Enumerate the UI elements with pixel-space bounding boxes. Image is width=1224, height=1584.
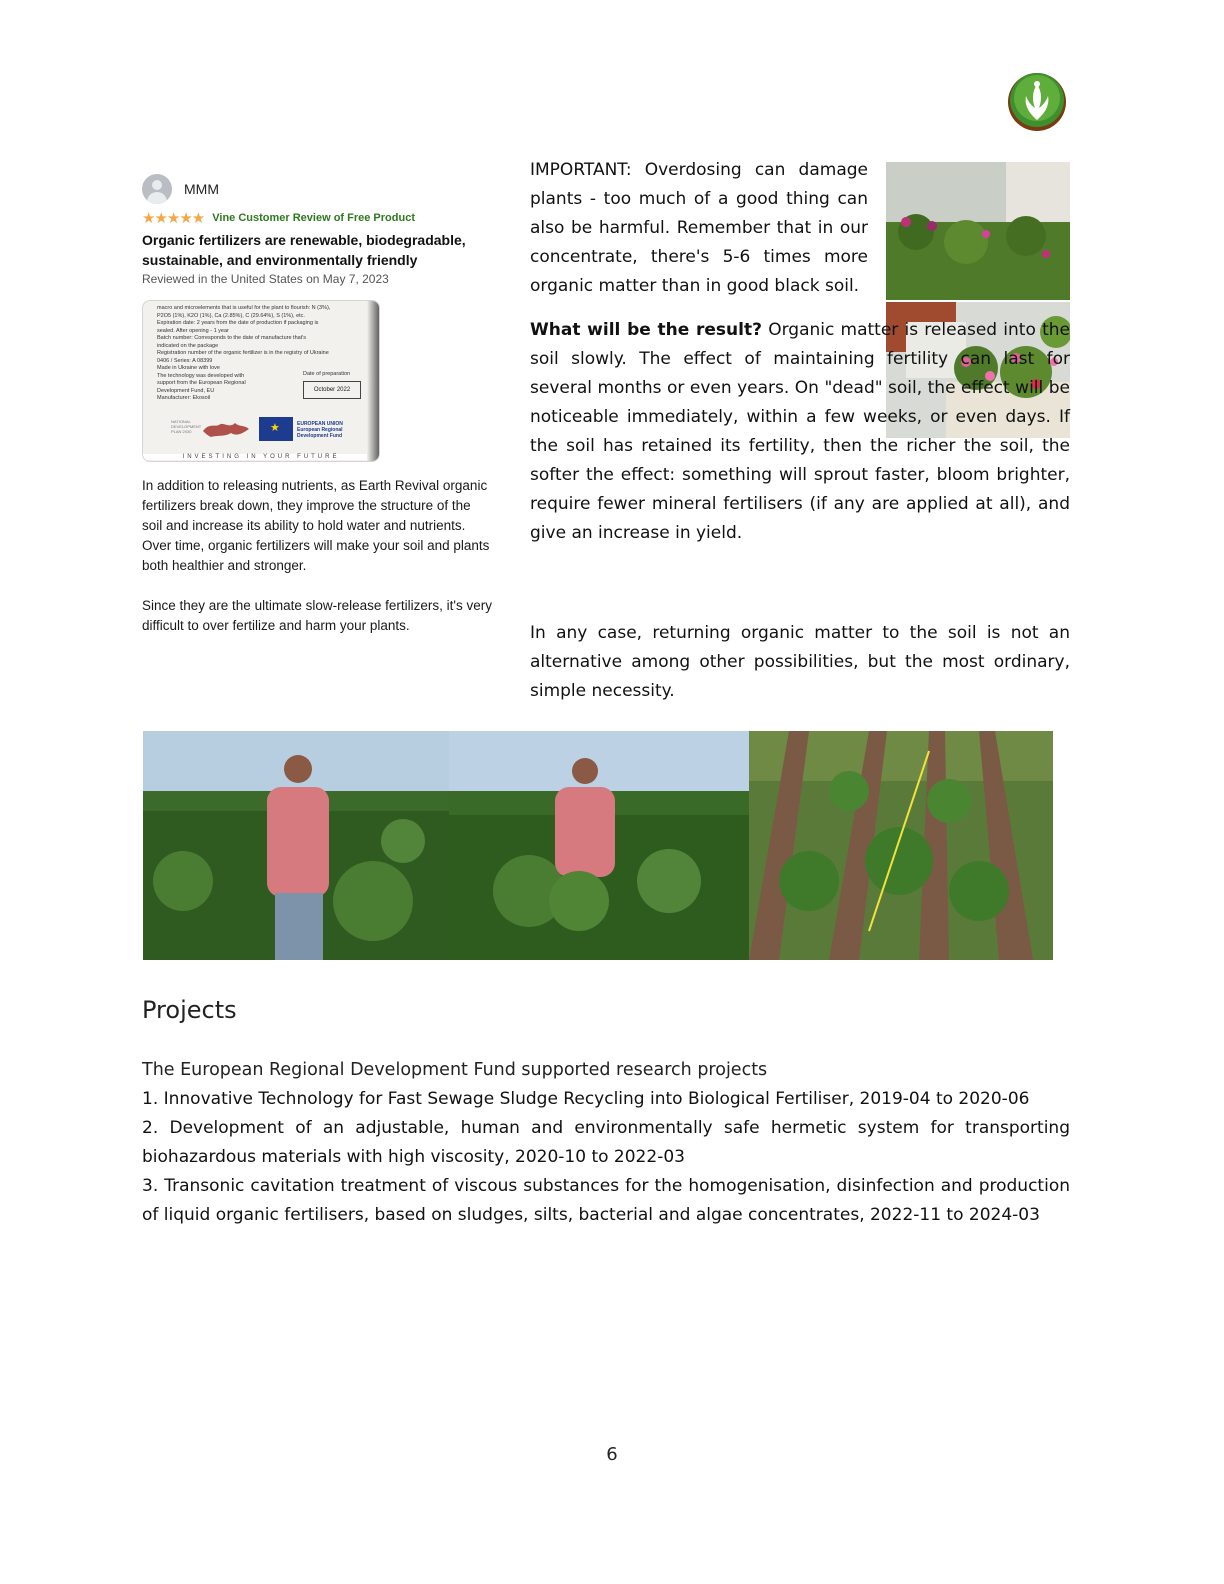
- package-date-value: October 2022: [303, 381, 361, 399]
- projects-heading: Projects: [142, 996, 237, 1024]
- list-item: 1. Innovative Technology for Fast Sewage Sludge Recycling into Biological Fertiliser, 2019-04 to 2020-06: [142, 1089, 1030, 1109]
- avatar: [142, 174, 172, 204]
- package-date-label: Date of preparation: [303, 371, 351, 377]
- field-photo-3: [749, 731, 1053, 960]
- projects-list: [142, 1085, 1070, 1230]
- conclusion-paragraph: In any case, returning organic matter to the soil is not an alternative among other possibilities, but the most ordinary, simple necessity.: [530, 623, 1070, 701]
- page-number: 6: [606, 1444, 618, 1465]
- star-rating: ★★★★★: [142, 210, 205, 227]
- eu-fund-text: EUROPEAN UNION European Regional Development Fund: [297, 421, 343, 439]
- ireland-map-icon: [201, 417, 251, 439]
- list-item: 3. Transonic cavitation treatment of viscous substances for the homogenisation, disinfection and production of liquid organic fertilisers, based on sludges, silts, bacterial and algae concentrates, 2022-11 to 2024-03: [142, 1176, 1070, 1225]
- package-footer: INVESTING IN YOUR FUTURE: [143, 454, 379, 460]
- reviewer-name: MMM: [184, 181, 219, 197]
- projects-intro: The European Regional Development Fund supported research projects: [142, 1060, 768, 1080]
- review-date: Reviewed in the United States on May 7, 2023: [142, 272, 389, 286]
- list-item: 2. Development of an adjustable, human and environmentally safe hermetic system for transporting biohazardous materials with high viscosity, 2020-10 to 2022-03: [142, 1118, 1070, 1167]
- field-photo-2: [449, 731, 749, 960]
- review-paragraph: Since they are the ultimate slow-release fertilizers, it's very difficult to over fertilize and harm your plants.: [142, 598, 492, 633]
- national-plan-text: NATIONAL DEVELOPMENT PLAN 2030: [171, 419, 202, 434]
- review-title: Organic fertilizers are renewable, biodegradable, sustainable, and environmentally friendly: [142, 232, 466, 268]
- result-heading: What will be the result?: [530, 320, 762, 340]
- product-package-photo: [142, 300, 380, 462]
- sunflower-field-photos: [143, 731, 1053, 960]
- important-paragraph: IMPORTANT: Overdosing can damage plants - too much of a good thing can also be harmful. Remember that in our concentrate, there's 5-6 times more organic matter than in good black soil.: [530, 156, 1070, 444]
- result-paragraph: What will be the result? Organic matter is released into the soil slowly. The effect of maintaining fertility can last for several months or even years. On "dead" soil, the effect will be noticeable immediately, within a few weeks, or even days. If the soil has retained its fertility, then the richer the soil, the softer the effect: something will sprout faster, bloom brighter, require fewer mineral fertilisers (if any are applied at all), and give an increase in yield.: [530, 320, 1070, 543]
- vine-badge: Vine Customer Review of Free Product: [212, 212, 415, 224]
- review-paragraph: In addition to releasing nutrients, as Earth Revival organic fertilizers break down, they improve the structure of the soil and increase its ability to hold water and nutrients. Over time, organic fertilizers will make your soil and plants both healthier and stronger.: [142, 478, 490, 573]
- company-logo: [1006, 70, 1068, 134]
- field-photo-1: [143, 731, 449, 960]
- eu-flag-icon: [259, 417, 293, 441]
- package-label-text: macro and microelements that is useful for the plant to flourish: N (3%), P2O5 (1%), K2O (1%), Ca (2.85%), C (29.64%), S (1%), etc. Expiration date: 2 years from the date of production if packaging is sealed. After opening - 1 year Batch number: Corresponds to the date of manufacture that's indicated on the package Registration number of the organic fertilizer is in the registry of Ukraine 0406 / Series: A 08399 Made in Ukraine with love The technology was developed with support from the European Regional Development Fund, EU Manufacturer: Ekosoil: [157, 305, 331, 401]
- customer-review: [142, 172, 494, 636]
